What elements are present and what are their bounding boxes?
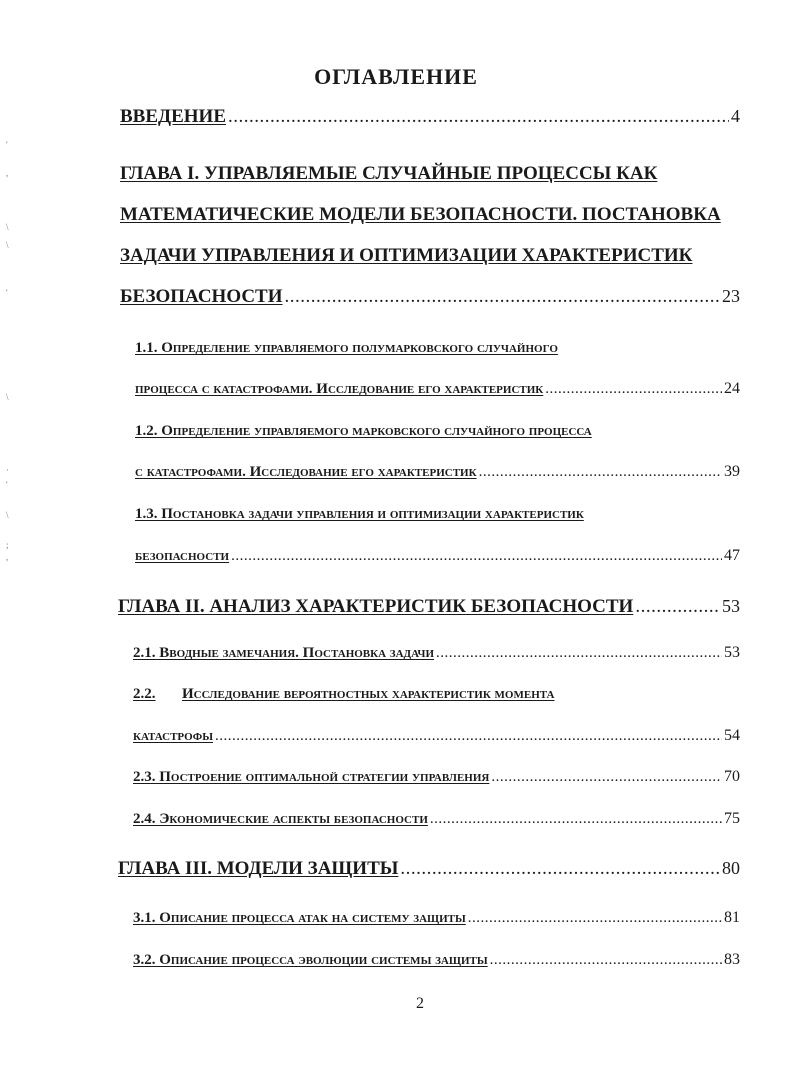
toc-entry-page: 70 (724, 768, 740, 785)
toc-entry-title: 2.3. Построение оптимальной стратегии управления (133, 769, 490, 785)
toc-chapter-1-line-3[interactable]: ЗАДАЧИ УПРАВЛЕНИЯ И ОПТИМИЗАЦИИ ХАРАКТЕРИСТИК (120, 245, 693, 266)
toc-entry-section-3-2[interactable] (133, 951, 740, 969)
toc-entry-page: 80 (722, 858, 740, 878)
toc-chapter-1-line-2[interactable]: МАТЕМАТИЧЕСКИЕ МОДЕЛИ БЕЗОПАСНОСТИ. ПОСТАНОВКА (120, 204, 721, 225)
toc-entry-title: катастрофы (133, 728, 214, 744)
toc-entry-page: 75 (724, 810, 740, 827)
toc-entry-page: 4 (731, 106, 740, 126)
toc-entry-title: ГЛАВА III. МОДЕЛИ ЗАЩИТЫ (118, 858, 399, 879)
toc-entry-section-2-2[interactable] (133, 727, 740, 745)
toc-entry-chapter-2[interactable] (118, 596, 740, 618)
dot-leader (228, 106, 729, 128)
toc-entry-page: 47 (724, 547, 740, 564)
toc-entry-title: ВВЕДЕНИЕ (120, 106, 226, 127)
dot-leader (635, 596, 720, 618)
toc-entry-section-1-1[interactable] (135, 380, 740, 398)
toc-entry-page: 39 (724, 463, 740, 480)
toc-entry-page: 54 (724, 727, 740, 744)
toc-entry-title: 2.1. Вводные замечания. Постановка задачи (133, 645, 435, 661)
dot-leader (231, 548, 722, 565)
page-number: 2 (416, 995, 424, 1012)
toc-entry-title: с катастрофами. Исследование его характеристик (135, 464, 477, 480)
toc-entry-introduction[interactable] (120, 106, 740, 128)
toc-entry-section-2-4[interactable] (133, 810, 740, 828)
scan-margin-marks: ' , \ \ ' \ · ' \ ; , (6, 140, 9, 562)
toc-section-2-2-number[interactable]: 2.2. (133, 686, 156, 702)
toc-entry-section-3-1[interactable] (133, 909, 740, 927)
toc-entry-page: 53 (722, 596, 740, 616)
toc-section-1-3-line-1[interactable]: 1.3. Постановка задачи управления и оптимизации характеристик (135, 506, 584, 522)
dot-leader (215, 728, 722, 745)
toc-entry-title: БЕЗОПАСНОСТИ (120, 286, 283, 307)
toc-entry-title: ГЛАВА II. АНАЛИЗ ХАРАКТЕРИСТИК БЕЗОПАСНОСТИ (118, 596, 634, 617)
dot-leader (400, 858, 720, 880)
toc-entry-section-1-2[interactable] (135, 463, 740, 481)
toc-entry-chapter-3[interactable] (118, 858, 740, 880)
dot-leader (491, 769, 722, 786)
toc-entry-page: 24 (724, 380, 740, 397)
toc-section-1-2-line-1[interactable]: 1.2. Определение управляемого марковского случайного процесса (135, 423, 592, 439)
toc-entry-title: 3.2. Описание процесса эволюции системы защиты (133, 952, 488, 968)
dot-leader (285, 286, 720, 308)
toc-section-2-2-line-1[interactable]: Исследование вероятностных характеристик момента (182, 686, 555, 702)
toc-entry-title: 3.1. Описание процесса атак на систему защиты (133, 910, 466, 926)
toc-section-1-1-line-1[interactable]: 1.1. Определение управляемого полумарковского случайного (135, 340, 558, 356)
toc-entry-title: процесса с катастрофами. Исследование его характеристик (135, 381, 544, 397)
dot-leader (545, 381, 722, 398)
toc-entry-section-2-3[interactable] (133, 768, 740, 786)
toc-chapter-1-line-1[interactable]: ГЛАВА I. УПРАВЛЯЕМЫЕ СЛУЧАЙНЫЕ ПРОЦЕССЫ КАК (120, 163, 658, 184)
toc-entry-page: 83 (724, 951, 740, 968)
toc-entry-page: 53 (724, 644, 740, 661)
dot-leader (490, 952, 722, 969)
toc-entry-section-2-1[interactable] (133, 644, 740, 662)
dot-leader (479, 464, 722, 481)
toc-entry-title: 2.4. Экономические аспекты безопасности (133, 811, 428, 827)
dot-leader (468, 910, 722, 927)
toc-entry-title: безопасности (135, 548, 230, 564)
toc-title: ОГЛАВЛЕНИЕ (314, 64, 478, 89)
toc-entry-section-1-3[interactable] (135, 547, 740, 565)
toc-entry-page: 23 (722, 286, 740, 306)
dot-leader (430, 811, 722, 828)
dot-leader (436, 645, 722, 662)
toc-entry-page: 81 (724, 909, 740, 926)
toc-entry-chapter-1[interactable] (120, 286, 740, 308)
